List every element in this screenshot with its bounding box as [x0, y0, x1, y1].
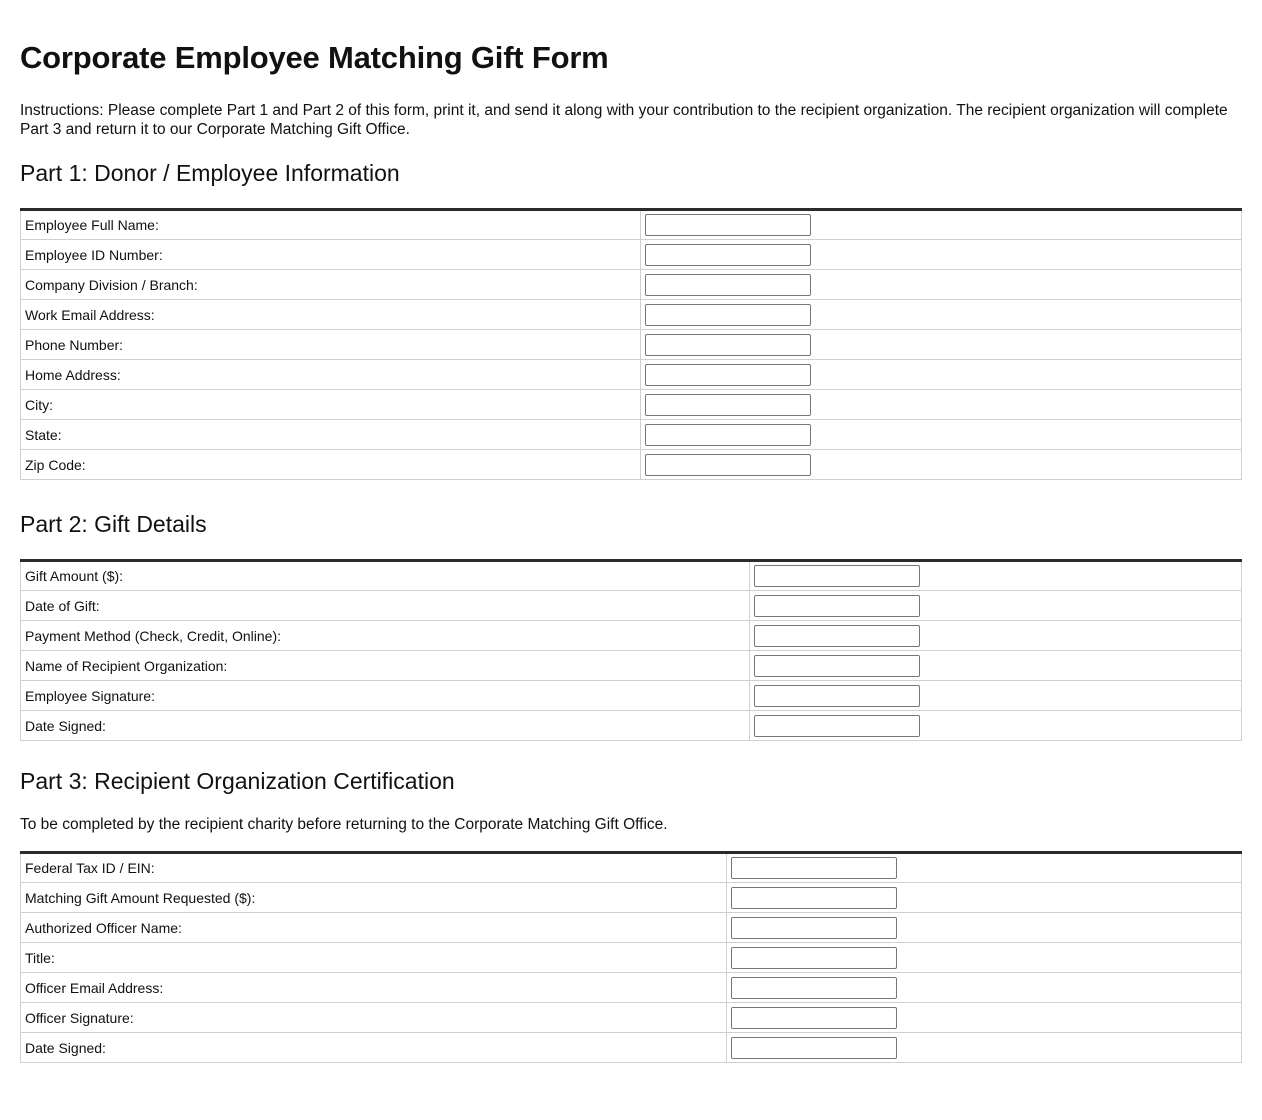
- part3-rows: [21, 853, 1242, 1063]
- field-input-cell: [641, 300, 1242, 330]
- form-row: [21, 681, 1242, 711]
- federal-tax-id-ein-input[interactable]: [731, 857, 897, 879]
- form-row: [21, 450, 1242, 480]
- form-row: [21, 621, 1242, 651]
- field-label: Authorized Officer Name:: [21, 913, 727, 943]
- field-label: Work Email Address:: [21, 300, 641, 330]
- form-row: [21, 1003, 1242, 1033]
- field-input-cell: [641, 360, 1242, 390]
- form-row: [21, 270, 1242, 300]
- field-label: Phone Number:: [21, 330, 641, 360]
- field-label: Employee ID Number:: [21, 240, 641, 270]
- form-row: [21, 300, 1242, 330]
- field-label: Date Signed:: [21, 711, 750, 741]
- field-input-cell: [641, 270, 1242, 300]
- title-input[interactable]: [731, 947, 897, 969]
- part2-rows: [21, 561, 1242, 741]
- name-of-recipient-organization-input[interactable]: [754, 655, 920, 677]
- part1-form-table: [20, 208, 1242, 480]
- field-label: Gift Amount ($):: [21, 561, 750, 591]
- form-row: [21, 913, 1242, 943]
- state-input[interactable]: [645, 424, 811, 446]
- officer-signature-input[interactable]: [731, 1007, 897, 1029]
- form-row: [21, 360, 1242, 390]
- part2-form-table: [20, 559, 1242, 741]
- part3-form-table: [20, 851, 1242, 1063]
- city-input[interactable]: [645, 394, 811, 416]
- instructions-text: Instructions: Please complete Part 1 and Part 2 of this form, print it, and send it along with your contribution to the recipient organization. The recipient organization will complete Part 3 and return it to our Corporate Matching Gift Office.: [20, 102, 1228, 138]
- field-label: Matching Gift Amount Requested ($):: [21, 883, 727, 913]
- field-label: Officer Signature:: [21, 1003, 727, 1033]
- field-input-cell: [641, 210, 1242, 240]
- form-row: [21, 853, 1242, 883]
- form-row: [21, 883, 1242, 913]
- field-input-cell: [727, 973, 1242, 1003]
- matching-gift-amount-requested-input[interactable]: [731, 887, 897, 909]
- form-row: [21, 330, 1242, 360]
- form-row: [21, 591, 1242, 621]
- field-label: Employee Signature:: [21, 681, 750, 711]
- form-row: [21, 651, 1242, 681]
- field-label: City:: [21, 390, 641, 420]
- field-label: Home Address:: [21, 360, 641, 390]
- date-signed-input[interactable]: [731, 1037, 897, 1059]
- field-input-cell: [750, 651, 1242, 681]
- gift-amount-input[interactable]: [754, 565, 920, 587]
- field-input-cell: [750, 711, 1242, 741]
- employee-full-name-input[interactable]: [645, 214, 811, 236]
- field-label: Zip Code:: [21, 450, 641, 480]
- form-row: [21, 390, 1242, 420]
- field-input-cell: [641, 420, 1242, 450]
- field-label: Name of Recipient Organization:: [21, 651, 750, 681]
- form-row: [21, 420, 1242, 450]
- home-address-input[interactable]: [645, 364, 811, 386]
- date-of-gift-input[interactable]: [754, 595, 920, 617]
- field-label: Employee Full Name:: [21, 210, 641, 240]
- field-input-cell: [750, 681, 1242, 711]
- part3-note: To be completed by the recipient charity before returning to the Corporate Matching Gift Office.: [20, 816, 668, 833]
- part1-rows: [21, 210, 1242, 480]
- field-input-cell: [727, 943, 1242, 973]
- form-row: [21, 711, 1242, 741]
- form-row: [21, 943, 1242, 973]
- employee-signature-input[interactable]: [754, 685, 920, 707]
- field-input-cell: [727, 913, 1242, 943]
- date-signed-input[interactable]: [754, 715, 920, 737]
- form-row: [21, 561, 1242, 591]
- field-label: Date Signed:: [21, 1033, 727, 1063]
- field-label: Title:: [21, 943, 727, 973]
- employee-id-number-input[interactable]: [645, 244, 811, 266]
- authorized-officer-name-input[interactable]: [731, 917, 897, 939]
- work-email-address-input[interactable]: [645, 304, 811, 326]
- field-input-cell: [641, 330, 1242, 360]
- part2-heading: Part 2: Gift Details: [20, 511, 207, 537]
- part3-heading: Part 3: Recipient Organization Certification: [20, 768, 455, 794]
- field-label: Officer Email Address:: [21, 973, 727, 1003]
- officer-email-address-input[interactable]: [731, 977, 897, 999]
- field-label: Company Division / Branch:: [21, 270, 641, 300]
- form-row: [21, 973, 1242, 1003]
- payment-method-check-credit-online-input[interactable]: [754, 625, 920, 647]
- field-input-cell: [727, 853, 1242, 883]
- part1-heading: Part 1: Donor / Employee Information: [20, 160, 400, 186]
- page-title: Corporate Employee Matching Gift Form: [20, 40, 609, 75]
- field-input-cell: [641, 240, 1242, 270]
- field-label: State:: [21, 420, 641, 450]
- company-division-branch-input[interactable]: [645, 274, 811, 296]
- field-label: Date of Gift:: [21, 591, 750, 621]
- field-input-cell: [750, 561, 1242, 591]
- field-label: Payment Method (Check, Credit, Online):: [21, 621, 750, 651]
- field-input-cell: [750, 591, 1242, 621]
- field-input-cell: [641, 390, 1242, 420]
- field-input-cell: [727, 1033, 1242, 1063]
- field-input-cell: [750, 621, 1242, 651]
- field-label: Federal Tax ID / EIN:: [21, 853, 727, 883]
- field-input-cell: [727, 1003, 1242, 1033]
- field-input-cell: [727, 883, 1242, 913]
- phone-number-input[interactable]: [645, 334, 811, 356]
- form-row: [21, 210, 1242, 240]
- form-row: [21, 1033, 1242, 1063]
- form-row: [21, 240, 1242, 270]
- zip-code-input[interactable]: [645, 454, 811, 476]
- field-input-cell: [641, 450, 1242, 480]
